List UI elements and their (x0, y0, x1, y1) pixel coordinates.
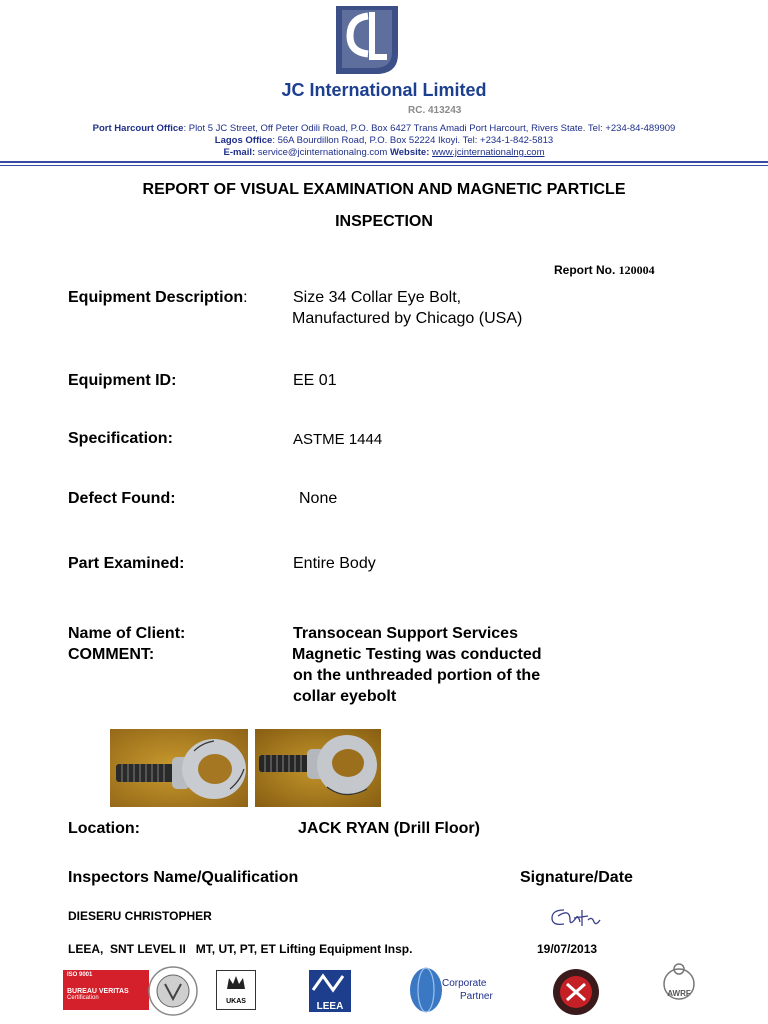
comment-label: COMMENT: (68, 646, 155, 663)
company-logo-icon (336, 6, 398, 74)
crown-icon (225, 973, 247, 993)
lagos-label: Lagos Office (214, 135, 273, 146)
website-label: Website: (389, 147, 430, 158)
leea-text: LEEA (316, 1001, 344, 1012)
client-name-label: Name of Client: (68, 625, 186, 642)
report-title-line-1: REPORT OF VISUAL EXAMINATION AND MAGNETIC PARTICLE (142, 181, 626, 198)
part-examined-label: Part Examined: (68, 555, 185, 572)
equipment-description-line-1: Size 34 Collar Eye Bolt, (293, 289, 462, 306)
bureau-veritas-seal-icon (148, 966, 198, 1016)
red-circle-logo-icon (551, 968, 601, 1016)
equipment-id-label: Equipment ID: (68, 372, 177, 389)
comment-line-3: collar eyebolt (293, 688, 397, 705)
lagos-address (0, 135, 768, 146)
inspector-name: DIESERU CHRISTOPHER (68, 909, 212, 923)
part-examined-value: Entire Body (293, 555, 376, 572)
contact-line (0, 147, 768, 158)
report-title-line-2: INSPECTION (335, 213, 433, 230)
equipment-description-label (68, 289, 248, 307)
awrf-badge (656, 962, 702, 1018)
partner-text: Partner (460, 991, 493, 1002)
report-number-label: Report No. (554, 263, 619, 277)
port-harcourt-address-text: : Plot 5 JC Street, Off Peter Odili Road, P.O. Box 6427 Trans Amadi Port Harcourt, Rivers State. Tel: +234-84-489909 (183, 123, 676, 134)
eyebolt-photo-2 (255, 729, 381, 807)
rc-number: RC. 413243 (408, 105, 462, 116)
specification-value: ASTME 1444 (293, 431, 383, 448)
equipment-description-label-text: Equipment Description (68, 289, 244, 306)
awrf-text: AWRF (667, 989, 691, 998)
ukas-text: UKAS (226, 998, 246, 1005)
equipment-description-line-2: Manufactured by Chicago (USA) (292, 310, 523, 327)
defect-found-value: None (299, 490, 338, 507)
corporate-partner-badge (408, 966, 496, 1014)
inspector-name-heading: Inspectors Name/Qualification (68, 869, 299, 886)
ukas-badge (216, 970, 256, 1010)
location-label: Location: (68, 820, 140, 837)
report-number-value: 120004 (618, 263, 655, 277)
report-number (554, 263, 655, 278)
client-name-value: Transocean Support Services (293, 625, 518, 642)
bv-iso-text: ISO 9001 (67, 972, 93, 978)
email-label: E-mail: (223, 147, 256, 158)
header-divider (0, 161, 768, 163)
defect-found-label: Defect Found: (68, 490, 176, 507)
website-link[interactable]: www.jcinternationalng.com (432, 147, 545, 158)
signature-icon (548, 904, 604, 932)
bv-cert-text: Certification (67, 995, 99, 1001)
equipment-id-value: EE 01 (293, 372, 337, 389)
leea-badge (309, 970, 351, 1012)
lagos-address-text: : 56A Bourdillon Road, P.O. Box 52224 Ikoyi. Tel: +234-1-842-5813 (272, 135, 554, 146)
comment-line-1: Magnetic Testing was conducted (292, 646, 542, 663)
bv-name-text: BUREAU VERITAS (67, 988, 129, 995)
comment-line-2: on the unthreaded portion of the (293, 667, 541, 684)
equipment-description-colon: : (243, 289, 248, 306)
globe-icon (408, 966, 448, 1014)
inspector-qualification: LEEA, SNT LEVEL II MT, UT, PT, ET Lifting Equipment Insp. (68, 942, 413, 956)
signature-date-heading: Signature/Date (520, 869, 633, 886)
signature-date: 19/07/2013 (537, 942, 598, 956)
corporate-text: Corporate (442, 978, 487, 989)
eyebolt-photo-1 (110, 729, 248, 807)
leea-chain-icon (309, 970, 351, 996)
bureau-veritas-badge (63, 970, 149, 1010)
port-harcourt-label: Port Harcourt Office (92, 123, 184, 134)
header-divider-thin (0, 165, 768, 166)
port-harcourt-address (0, 123, 768, 134)
company-name: JC International Limited (281, 80, 487, 100)
location-value: JACK RYAN (Drill Floor) (298, 820, 480, 837)
email-value: service@jcinternationalng.com (255, 147, 390, 158)
specification-label: Specification: (68, 430, 173, 447)
